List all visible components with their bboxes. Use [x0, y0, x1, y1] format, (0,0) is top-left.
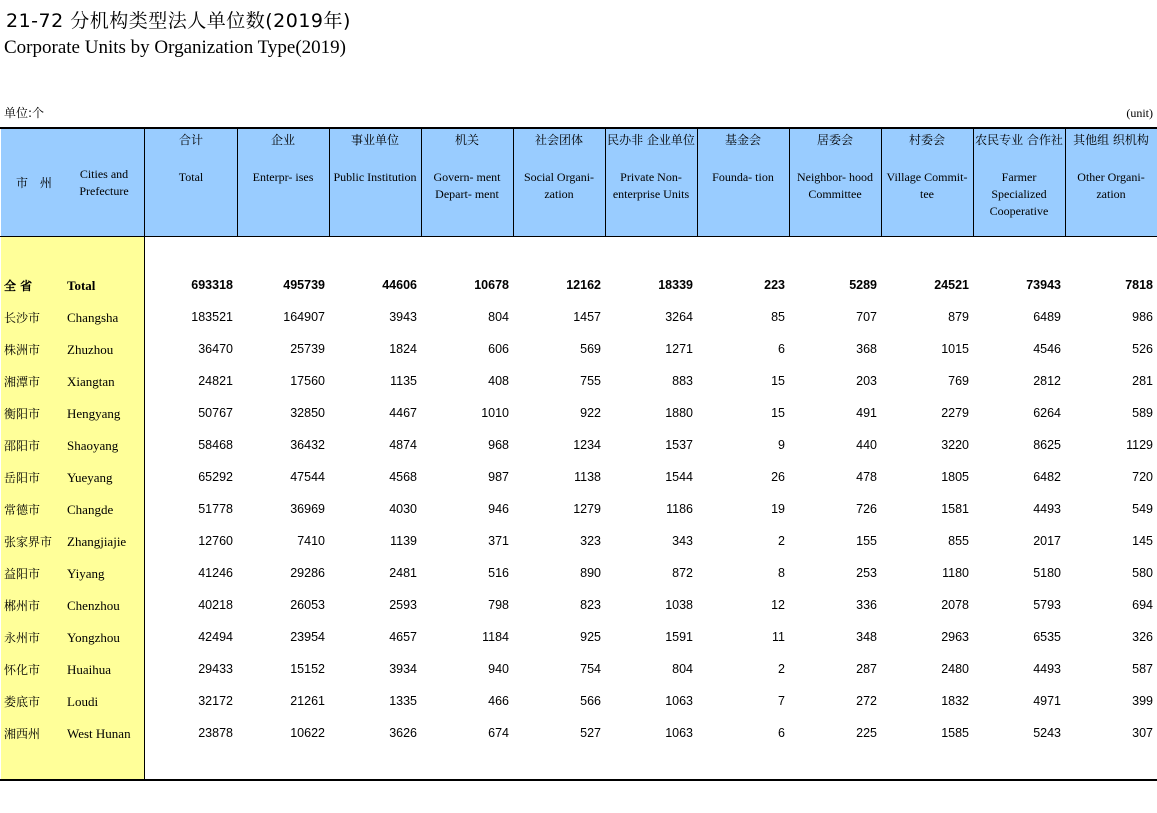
row-label-cn: 湘西州	[4, 727, 41, 741]
column-header-cn: 农民专业 合作社	[975, 133, 1063, 147]
table-cell: 4546	[1033, 342, 1061, 356]
column-header-cn: 社会团体	[534, 133, 583, 147]
table-cell: 15	[771, 406, 785, 420]
column-header-en: Social Organi- zation	[523, 170, 595, 201]
column-divider	[513, 129, 514, 236]
table-cell: 526	[1132, 342, 1153, 356]
table-cell: 1805	[941, 470, 969, 484]
table-cell: 371	[488, 534, 509, 548]
column-header-en: Enterpr- ises	[252, 170, 314, 184]
table-cell: 922	[580, 406, 601, 420]
table-cell: 890	[580, 566, 601, 580]
row-label-cn: 永州市	[4, 631, 41, 645]
table-row	[0, 565, 1157, 585]
table-cell: 694	[1132, 598, 1153, 612]
table-cell: 6489	[1033, 310, 1061, 324]
table-cell: 1010	[481, 406, 509, 420]
column-header-en: Neighbor- hood Committee	[796, 170, 874, 201]
table-cell: 26053	[290, 598, 325, 612]
row-label-cn: 株洲市	[4, 343, 41, 357]
table-cell: 3220	[941, 438, 969, 452]
table-cell: 606	[488, 342, 509, 356]
table-cell: 769	[948, 374, 969, 388]
column-header	[973, 132, 1065, 220]
table-cell: 6	[778, 342, 785, 356]
table-cell: 73943	[1026, 278, 1061, 292]
table-row	[0, 309, 1157, 329]
table-cell: 1581	[941, 502, 969, 516]
row-label-cn: 岳阳市	[4, 471, 41, 485]
table-cell: 10622	[290, 726, 325, 740]
row-label-en: Changde	[67, 502, 114, 517]
table-cell: 755	[580, 374, 601, 388]
column-header-cn: 合计	[178, 133, 203, 147]
row-label-en: Zhangjiajie	[67, 534, 127, 549]
table-cell: 26	[771, 470, 785, 484]
table-row	[0, 629, 1157, 649]
row-label-cn: 湘潭市	[4, 375, 41, 389]
table-cell: 42494	[198, 630, 233, 644]
table-cell: 18339	[658, 278, 693, 292]
row-label-cn: 益阳市	[4, 567, 41, 581]
column-header	[513, 132, 605, 203]
row-label-en: Chenzhou	[67, 598, 120, 613]
table-cell: 24521	[934, 278, 969, 292]
row-label-en: Yueyang	[67, 470, 113, 485]
table-row	[0, 597, 1157, 617]
column-header-en: Private Non- enterprise Units	[612, 170, 690, 201]
table-cell: 36969	[290, 502, 325, 516]
table-cell: 2481	[389, 566, 417, 580]
table-cell: 1038	[665, 598, 693, 612]
table-cell: 1063	[665, 694, 693, 708]
table-row	[0, 277, 1157, 297]
table-cell: 1457	[573, 310, 601, 324]
table-cell: 3626	[389, 726, 417, 740]
table-cell: 879	[948, 310, 969, 324]
table-header-rule	[0, 236, 1157, 237]
column-header-en: Farmer Specialized Cooperative	[989, 170, 1049, 218]
table-cell: 164907	[283, 310, 325, 324]
table-cell: 19	[771, 502, 785, 516]
column-divider	[605, 129, 606, 236]
table-cell: 3264	[665, 310, 693, 324]
table-cell: 1585	[941, 726, 969, 740]
table-cell: 272	[856, 694, 877, 708]
table-cell: 343	[672, 534, 693, 548]
table-cell: 17560	[290, 374, 325, 388]
table-cell: 7	[778, 694, 785, 708]
column-header	[697, 132, 789, 186]
column-header-cn: 村委会	[908, 133, 945, 147]
unit-label-cn: 单位:个	[4, 106, 45, 120]
table-row	[0, 341, 1157, 361]
row-label-cn: 常德市	[4, 503, 41, 517]
table-cell: 5243	[1033, 726, 1061, 740]
row-label-cn: 全 省	[4, 279, 33, 293]
table-cell: 253	[856, 566, 877, 580]
row-label-en: West Hunan	[67, 726, 131, 741]
table-cell: 155	[856, 534, 877, 548]
table-cell: 798	[488, 598, 509, 612]
table-cell: 58468	[198, 438, 233, 452]
table-cell: 2480	[941, 662, 969, 676]
row-label-en: Zhuzhou	[67, 342, 114, 357]
column-header-cn: 居委会	[816, 133, 853, 147]
table-cell: 326	[1132, 630, 1153, 644]
row-label-en: Total	[67, 278, 96, 293]
table-cell: 1135	[390, 374, 417, 388]
row-label-cn: 邵阳市	[4, 439, 41, 453]
stub-header-en: Cities and Prefecture	[79, 167, 129, 198]
column-divider	[1065, 129, 1066, 236]
table-cell: 987	[488, 470, 509, 484]
table-row	[0, 373, 1157, 393]
table-cell: 946	[488, 502, 509, 516]
table-cell: 3943	[389, 310, 417, 324]
table-cell: 1880	[665, 406, 693, 420]
column-header	[237, 132, 329, 186]
table-cell: 25739	[290, 342, 325, 356]
table-cell: 336	[856, 598, 877, 612]
table-row	[0, 437, 1157, 457]
page-title-cn: 21-72 分机构类型法人单位数(2019年)	[6, 10, 351, 32]
table-cell: 6535	[1033, 630, 1061, 644]
row-label-en: Hengyang	[67, 406, 121, 421]
table-cell: 4874	[389, 438, 417, 452]
table-cell: 1824	[389, 342, 417, 356]
table-cell: 872	[672, 566, 693, 580]
column-header-en: Founda- tion	[712, 170, 774, 184]
unit-label-en: (unit)	[1126, 106, 1153, 120]
table-cell: 223	[764, 278, 785, 292]
table-cell: 3934	[389, 662, 417, 676]
column-header	[1065, 132, 1157, 203]
page-title-en: Corporate Units by Organization Type(2019)	[4, 37, 347, 58]
table-cell: 7410	[297, 534, 325, 548]
table-cell: 183521	[191, 310, 233, 324]
table-cell: 24821	[198, 374, 233, 388]
column-divider	[789, 129, 790, 236]
table-cell: 925	[580, 630, 601, 644]
table-cell: 516	[488, 566, 509, 580]
column-header-cn: 机关	[454, 133, 479, 147]
table-cell: 6482	[1033, 470, 1061, 484]
table-cell: 440	[856, 438, 877, 452]
table-cell: 823	[580, 598, 601, 612]
table-row	[0, 693, 1157, 713]
table-cell: 11	[772, 630, 785, 644]
table-cell: 1591	[665, 630, 693, 644]
column-header-en: Other Organi- zation	[1077, 170, 1145, 201]
table-cell: 986	[1132, 310, 1153, 324]
column-header-cn: 企业	[270, 133, 295, 147]
table-cell: 726	[856, 502, 877, 516]
column-header	[789, 132, 881, 203]
table-cell: 50767	[198, 406, 233, 420]
table-cell: 1335	[389, 694, 417, 708]
table-cell: 203	[856, 374, 877, 388]
row-label-en: Changsha	[67, 310, 119, 325]
row-label-en: Yongzhou	[67, 630, 120, 645]
table-cell: 707	[856, 310, 877, 324]
table-cell: 9	[778, 438, 785, 452]
column-header-en: Public Institution	[333, 170, 417, 184]
table-cell: 5289	[849, 278, 877, 292]
table-cell: 40218	[198, 598, 233, 612]
table-cell: 1186	[666, 502, 693, 516]
table-top-rule	[0, 127, 1157, 129]
column-divider	[421, 129, 422, 236]
table-cell: 225	[856, 726, 877, 740]
table-cell: 1832	[941, 694, 969, 708]
table-cell: 580	[1132, 566, 1153, 580]
table-cell: 12760	[198, 534, 233, 548]
column-divider	[697, 129, 698, 236]
column-header-en: Govern- ment Depart- ment	[433, 170, 501, 201]
table-cell: 589	[1132, 406, 1153, 420]
table-cell: 855	[948, 534, 969, 548]
table-cell: 4493	[1033, 502, 1061, 516]
table-cell: 4657	[389, 630, 417, 644]
table-row	[0, 469, 1157, 489]
table-cell: 8625	[1033, 438, 1061, 452]
table-cell: 1271	[665, 342, 693, 356]
table-cell: 478	[856, 470, 877, 484]
table-cell: 307	[1132, 726, 1153, 740]
table-cell: 6	[778, 726, 785, 740]
table-cell: 348	[856, 630, 877, 644]
table-cell: 4493	[1033, 662, 1061, 676]
table-cell: 36470	[198, 342, 233, 356]
table-cell: 15152	[290, 662, 325, 676]
table-cell: 466	[488, 694, 509, 708]
table-cell: 44606	[382, 278, 417, 292]
table-cell: 85	[771, 310, 785, 324]
column-divider	[329, 129, 330, 236]
row-label-cn: 娄底市	[4, 695, 41, 709]
column-divider	[973, 129, 974, 236]
table-cell: 12162	[566, 278, 601, 292]
table-cell: 4467	[389, 406, 417, 420]
table-cell: 2593	[389, 598, 417, 612]
column-header-cn: 基金会	[724, 133, 761, 147]
table-cell: 399	[1132, 694, 1153, 708]
table-cell: 1537	[665, 438, 693, 452]
table-cell: 2812	[1033, 374, 1061, 388]
table-cell: 4568	[389, 470, 417, 484]
table-cell: 2	[778, 662, 785, 676]
column-header-en: Village Commit- tee	[886, 170, 968, 201]
table-cell: 2	[778, 534, 785, 548]
table-row	[0, 501, 1157, 521]
table-cell: 2017	[1033, 534, 1061, 548]
column-header-cn: 事业单位	[350, 133, 399, 147]
table-cell: 5180	[1033, 566, 1061, 580]
row-label-en: Loudi	[67, 694, 99, 709]
table-cell: 1234	[573, 438, 601, 452]
table-cell: 1544	[665, 470, 693, 484]
row-label-en: Xiangtan	[67, 374, 115, 389]
table-cell: 720	[1132, 470, 1153, 484]
table-cell: 1015	[941, 342, 969, 356]
row-label-en: Yiyang	[67, 566, 105, 581]
column-header	[329, 132, 421, 186]
column-header	[421, 132, 513, 203]
table-cell: 368	[856, 342, 877, 356]
table-cell: 1279	[573, 502, 601, 516]
table-cell: 883	[672, 374, 693, 388]
table-cell: 804	[488, 310, 509, 324]
table-cell: 4030	[389, 502, 417, 516]
table-row	[0, 725, 1157, 745]
table-cell: 323	[580, 534, 601, 548]
table-row	[0, 405, 1157, 425]
table-cell: 51778	[198, 502, 233, 516]
table-cell: 1139	[390, 534, 417, 548]
table-cell: 2963	[941, 630, 969, 644]
table-cell: 12	[771, 598, 785, 612]
table-cell: 4971	[1033, 694, 1061, 708]
table-cell: 5793	[1033, 598, 1061, 612]
stub-header-cn: 市 州	[16, 176, 56, 190]
row-label-cn: 郴州市	[4, 599, 41, 613]
table-cell: 47544	[290, 470, 325, 484]
table-cell: 23878	[198, 726, 233, 740]
row-label-cn: 张家界市	[4, 535, 53, 549]
table-row	[0, 661, 1157, 681]
table-cell: 281	[1132, 374, 1153, 388]
table-cell: 1180	[942, 566, 969, 580]
table-cell: 145	[1132, 534, 1153, 548]
row-label-cn: 长沙市	[4, 311, 41, 325]
table-cell: 29286	[290, 566, 325, 580]
row-label-cn: 衡阳市	[4, 407, 41, 421]
column-header-en: Total	[178, 170, 204, 184]
table-cell: 29433	[198, 662, 233, 676]
table-cell: 6264	[1033, 406, 1061, 420]
table-cell: 8	[778, 566, 785, 580]
table-cell: 36432	[290, 438, 325, 452]
table-cell: 1129	[1126, 438, 1153, 452]
table-cell: 569	[580, 342, 601, 356]
table-cell: 7818	[1125, 278, 1153, 292]
table-cell: 2078	[941, 598, 969, 612]
column-header-cn: 民办非 企业单位	[607, 133, 695, 147]
table-cell: 287	[856, 662, 877, 676]
row-label-en: Shaoyang	[67, 438, 119, 453]
table-cell: 940	[488, 662, 509, 676]
row-label-en: Huaihua	[67, 662, 112, 677]
table-cell: 674	[488, 726, 509, 740]
table-cell: 41246	[198, 566, 233, 580]
table-cell: 804	[672, 662, 693, 676]
row-label-cn: 怀化市	[4, 663, 41, 677]
table-cell: 23954	[290, 630, 325, 644]
table-cell: 566	[580, 694, 601, 708]
table-cell: 1138	[574, 470, 601, 484]
table-cell: 65292	[198, 470, 233, 484]
table-cell: 693318	[191, 278, 233, 292]
column-divider	[237, 129, 238, 236]
table-cell: 32850	[290, 406, 325, 420]
table-cell: 408	[488, 374, 509, 388]
table-cell: 587	[1132, 662, 1153, 676]
table-cell: 2279	[941, 406, 969, 420]
table-cell: 491	[856, 406, 877, 420]
table-cell: 10678	[474, 278, 509, 292]
table-cell: 32172	[198, 694, 233, 708]
column-header	[145, 132, 237, 186]
table-cell: 1063	[665, 726, 693, 740]
column-header	[881, 132, 973, 203]
table-cell: 549	[1132, 502, 1153, 516]
table-cell: 495739	[283, 278, 325, 292]
table-bottom-rule	[0, 779, 1157, 781]
table-cell: 1184	[482, 630, 509, 644]
column-header-cn: 其他组 织机构	[1073, 133, 1149, 147]
table-cell: 15	[771, 374, 785, 388]
table-cell: 754	[580, 662, 601, 676]
table-cell: 968	[488, 438, 509, 452]
table-cell: 21261	[290, 694, 325, 708]
column-header	[605, 132, 697, 203]
table-row	[0, 533, 1157, 553]
table-cell: 527	[580, 726, 601, 740]
column-divider	[881, 129, 882, 236]
